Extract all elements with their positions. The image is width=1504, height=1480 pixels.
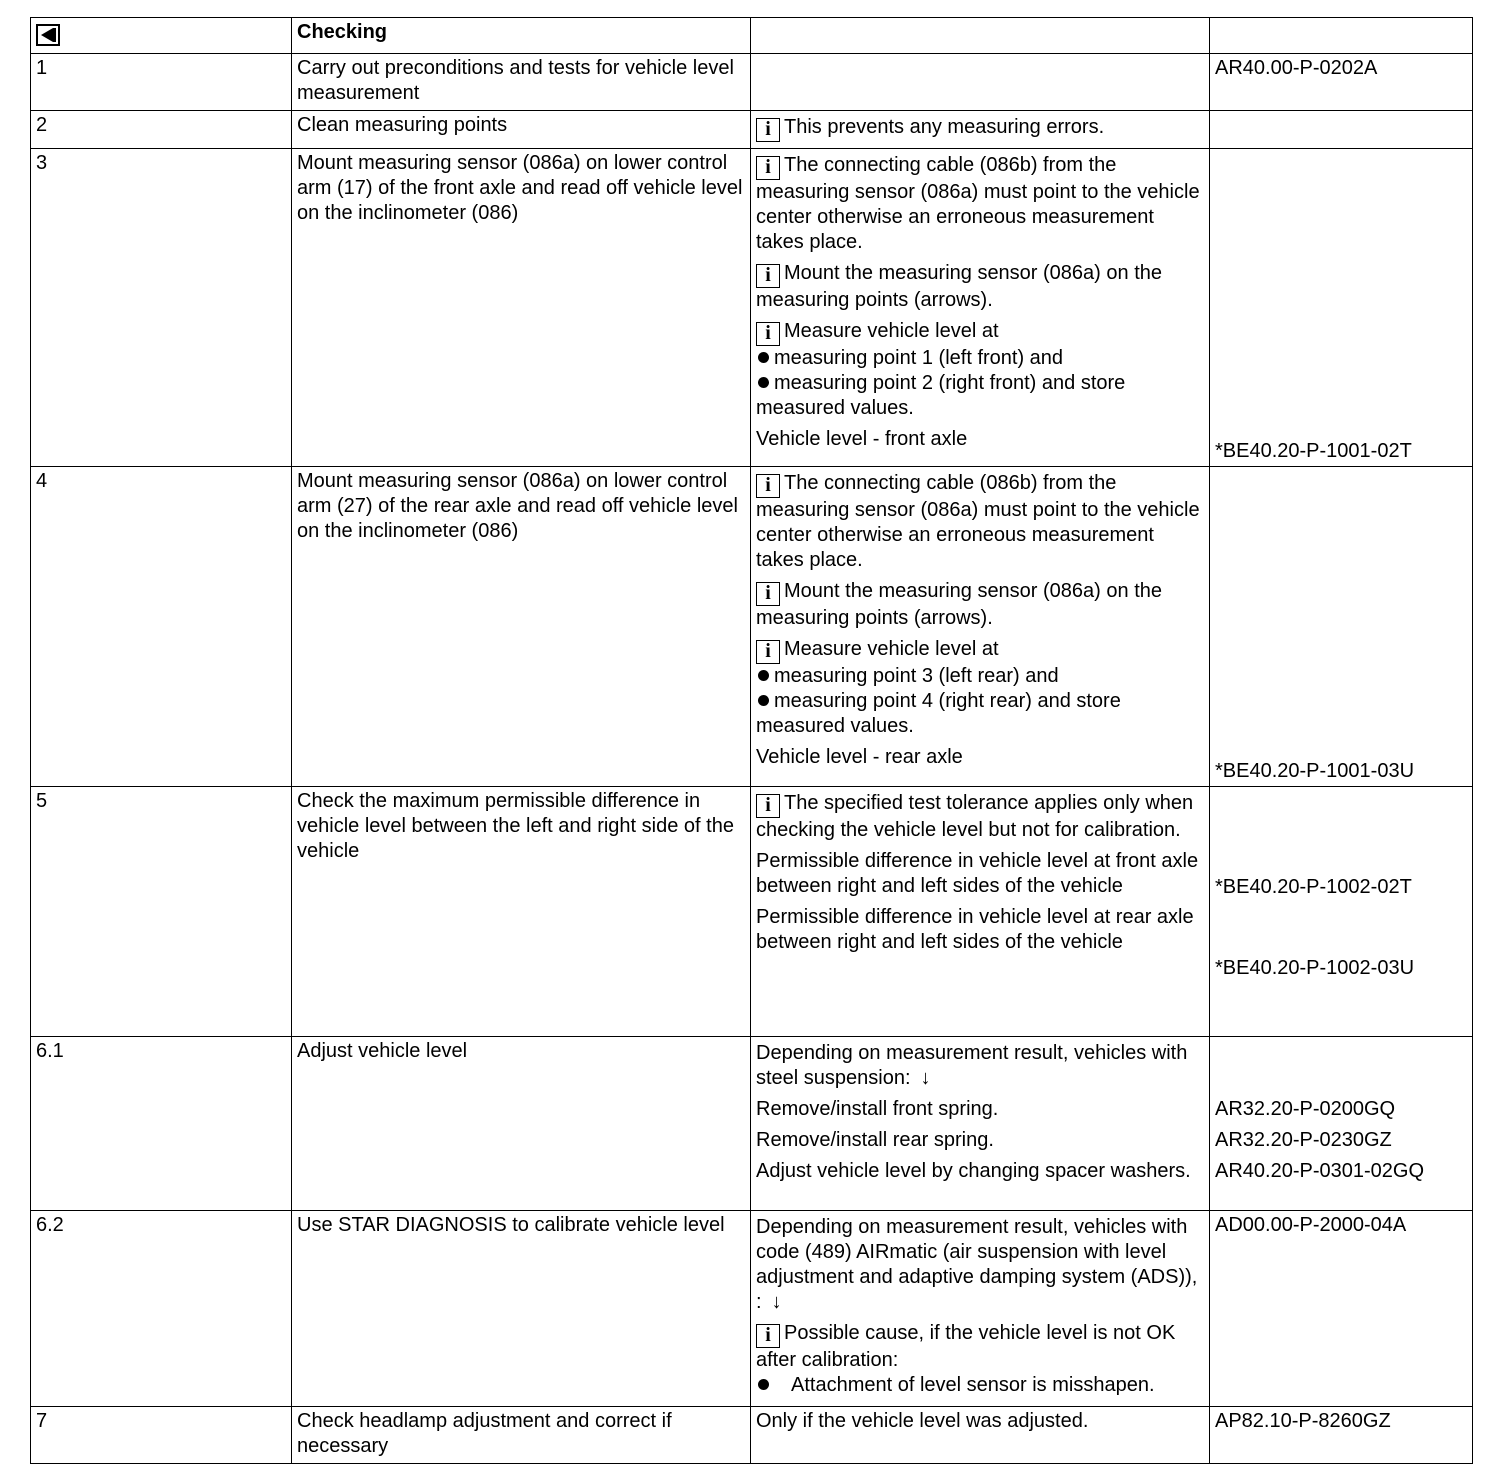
info-icon: i xyxy=(756,582,780,606)
spec-label: Vehicle level - front axle xyxy=(756,428,968,450)
procedure-table xyxy=(30,17,1473,1464)
step-action: Mount measuring sensor (086a) on lower control arm (17) of the front axle and read off vehicle level on the inclinometer (086) xyxy=(292,149,751,467)
bullet-icon xyxy=(758,670,769,681)
step-action: Check headlamp adjustment and correct if necessary xyxy=(292,1407,751,1464)
table-row xyxy=(31,54,1473,111)
intro-text: Depending on measurement result, vehicles with code (489) AIRmatic (air suspension with level adjustment and adaptive damping system (ADS)), : ↓ xyxy=(756,1216,1198,1313)
table-row xyxy=(31,1407,1473,1464)
info-note: i The connecting cable (086b) from the measuring sensor (086a) must point to the vehicle center otherwise an erroneous measurement takes place. xyxy=(756,472,1200,571)
info-icon: i xyxy=(756,794,780,818)
step-reference[interactable]: AP82.10-P-8260GZ xyxy=(1210,1407,1473,1464)
step-reference[interactable]: *BE40.20-P-1002-03U xyxy=(1215,957,1415,979)
step-number: 6.1 xyxy=(31,1037,292,1211)
bullet-icon xyxy=(758,377,769,388)
info-note: i The connecting cable (086b) from the measuring sensor (086a) must point to the vehicle center otherwise an erroneous measurement takes place. xyxy=(756,154,1200,253)
info-note: i Measure vehicle level at measuring point 1 (left front) and measuring point 2 (right front) and store measured values. xyxy=(756,320,1126,419)
info-note: i Possible cause, if the vehicle level is not OK after calibration: Attachment of level sensor is misshapen. xyxy=(756,1322,1176,1396)
step-number: 6.2 xyxy=(31,1211,292,1407)
step-reference[interactable]: AR32.20-P-0230GZ xyxy=(1215,1129,1392,1151)
spec-label: Vehicle level - rear axle xyxy=(756,746,963,768)
table-row xyxy=(31,111,1473,149)
info-icon: i xyxy=(756,322,780,346)
table-row xyxy=(31,1037,1473,1211)
step-number: 1 xyxy=(31,54,292,111)
info-icon: i xyxy=(756,156,780,180)
list-item: Remove/install front spring. xyxy=(756,1098,999,1120)
step-action: Adjust vehicle level xyxy=(292,1037,751,1211)
step-action: Mount measuring sensor (086a) on lower control arm (27) of the rear axle and read off vehicle level on the inclinometer (086) xyxy=(292,467,751,787)
table-row xyxy=(31,149,1473,467)
info-icon: i xyxy=(756,264,780,288)
spec-label: Permissible difference in vehicle level at rear axle between right and left sides of the vehicle xyxy=(756,906,1194,953)
arrow-down-icon: ↓ xyxy=(771,1291,782,1313)
info-icon: i xyxy=(756,118,780,142)
bullet-icon xyxy=(758,352,769,363)
step-action: Use STAR DIAGNOSIS to calibrate vehicle level xyxy=(292,1211,751,1407)
table-row xyxy=(31,787,1473,1037)
step-reference[interactable]: *BE40.20-P-1002-02T xyxy=(1215,876,1412,898)
arrow-down-icon: ↓ xyxy=(920,1067,931,1089)
info-note: i Mount the measuring sensor (086a) on the measuring points (arrows). xyxy=(756,580,1162,629)
step-reference[interactable]: *BE40.20-P-1001-02T xyxy=(1210,149,1473,467)
step-reference[interactable]: AR40.00-P-0202A xyxy=(1210,54,1473,111)
step-action: Clean measuring points xyxy=(292,111,751,149)
bullet-icon xyxy=(758,695,769,706)
back-icon[interactable] xyxy=(36,24,60,46)
info-note: i This prevents any measuring errors. xyxy=(756,115,1204,142)
step-action: Carry out preconditions and tests for vehicle level measurement xyxy=(292,54,751,111)
info-icon: i xyxy=(756,474,780,498)
step-number: 5 xyxy=(31,787,292,1037)
step-number: 4 xyxy=(31,467,292,787)
info-note: i The specified test tolerance applies only when checking the vehicle level but not for calibration. xyxy=(756,792,1194,841)
step-number: 7 xyxy=(31,1407,292,1464)
info-note: i Measure vehicle level at measuring point 3 (left rear) and measuring point 4 (right rear) and store measured values. xyxy=(756,638,1121,737)
header-row xyxy=(31,18,1473,54)
info-icon: i xyxy=(756,1324,780,1348)
spec-label: Permissible difference in vehicle level at front axle between right and left sides of the vehicle xyxy=(756,850,1199,897)
table-row xyxy=(31,1211,1473,1407)
step-reference[interactable]: AR40.20-P-0301-02GQ xyxy=(1215,1160,1425,1182)
header-title: Checking xyxy=(292,18,751,54)
header-icon-cell xyxy=(31,18,292,54)
step-number: 3 xyxy=(31,149,292,467)
step-reference[interactable]: *BE40.20-P-1001-03U xyxy=(1210,467,1473,787)
intro-text: Depending on measurement result, vehicles with steel suspension: ↓ xyxy=(756,1042,1188,1089)
bullet-icon xyxy=(758,1379,769,1390)
step-number: 2 xyxy=(31,111,292,149)
step-reference[interactable]: AD00.00-P-2000-04A xyxy=(1210,1211,1473,1407)
list-item: Adjust vehicle level by changing spacer washers. xyxy=(756,1160,1191,1182)
table-row xyxy=(31,467,1473,787)
step-note: Only if the vehicle level was adjusted. xyxy=(751,1407,1210,1464)
info-icon: i xyxy=(756,640,780,664)
info-note: i Mount the measuring sensor (086a) on the measuring points (arrows). xyxy=(756,262,1162,311)
step-reference[interactable]: AR32.20-P-0200GQ xyxy=(1215,1098,1396,1120)
step-action: Check the maximum permissible difference in vehicle level between the left and right side of the vehicle xyxy=(292,787,751,1037)
list-item: Remove/install rear spring. xyxy=(756,1129,994,1151)
